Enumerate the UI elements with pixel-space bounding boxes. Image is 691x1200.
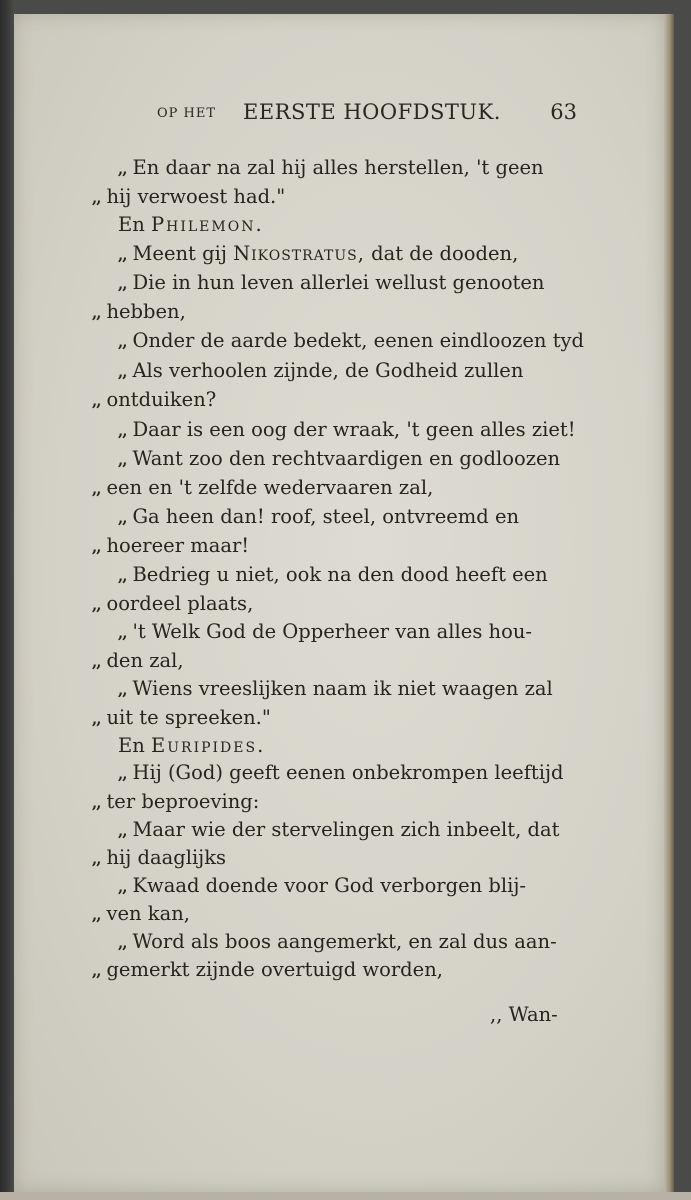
line-text: Maar wie der stervelingen zich inbeelt, dat xyxy=(132,818,560,841)
line-text: 't Welk God de Opperheer van alles hou- xyxy=(132,620,532,643)
text-line xyxy=(92,594,253,614)
text-line xyxy=(92,904,190,924)
text-line xyxy=(92,960,443,980)
text-line xyxy=(92,651,184,671)
line-text: uit te spreeken." xyxy=(106,706,271,729)
quote-mark: ,, xyxy=(92,710,101,728)
quote-mark: ,, xyxy=(118,934,127,952)
speaker-name: Philemon. xyxy=(151,213,264,236)
line-text: hij verwoest had." xyxy=(106,185,286,208)
line-text: Bedrieg u niet, ook na den dood heeft een xyxy=(132,563,548,586)
quote-mark: ,, xyxy=(92,596,101,614)
speaker-line xyxy=(118,215,264,235)
line-text: Die in hun leven allerlei wellust genooten xyxy=(132,271,545,294)
line-text: hebben, xyxy=(106,300,186,323)
quote-mark: ,, xyxy=(92,653,101,671)
quote-mark: ,, xyxy=(118,275,127,293)
quote-mark: ,, xyxy=(92,906,101,924)
line-text: dat de dooden, xyxy=(364,242,519,265)
line-text: Meent gij xyxy=(132,242,234,265)
speaker-name: Euripides. xyxy=(151,734,266,757)
text-line xyxy=(92,478,433,498)
text-line xyxy=(92,708,271,728)
line-text: den zal, xyxy=(106,649,184,672)
text-line xyxy=(92,390,216,410)
quote-mark: ,, xyxy=(92,304,101,322)
header-prefix: OP HET xyxy=(157,106,217,121)
line-text: Daar is een oog der wraak, 't geen alles ziet! xyxy=(132,418,576,441)
text-line xyxy=(118,244,518,264)
person-name: Nikostratus, xyxy=(233,242,365,265)
quote-mark: ,, xyxy=(118,246,127,264)
quote-mark: ,, xyxy=(92,480,101,498)
text-line xyxy=(92,848,226,868)
text-line xyxy=(118,158,544,178)
line-text: En xyxy=(118,213,151,236)
quote-mark: ,, xyxy=(92,392,101,410)
page-bottom-edge xyxy=(0,1192,691,1200)
text-line xyxy=(92,187,285,207)
line-text: hoereer maar! xyxy=(106,534,250,557)
text-line xyxy=(92,536,249,556)
text-line xyxy=(118,420,576,440)
quote-mark: ,, xyxy=(118,567,127,585)
line-text: Want zoo den rechtvaardigen en godloozen xyxy=(132,447,561,470)
text-line xyxy=(118,679,553,699)
line-text: Word als boos aangemerkt, en zal dus aan- xyxy=(132,930,557,953)
running-header xyxy=(157,100,587,132)
text-line xyxy=(118,565,548,585)
line-text: Wiens vreeslijken naam ik niet waagen zal xyxy=(132,677,553,700)
line-text: ven kan, xyxy=(106,902,190,925)
line-text: ontduiken? xyxy=(106,388,217,411)
text-line xyxy=(118,449,560,469)
quote-mark: ,, xyxy=(118,333,127,351)
quote-mark: ,, xyxy=(118,422,127,440)
line-text: hij daaglijks xyxy=(106,846,227,869)
line-text: En xyxy=(118,734,151,757)
quote-mark: ,, xyxy=(92,538,101,556)
quote-mark: ,, xyxy=(118,160,127,178)
line-text: gemerkt zijnde overtuigd worden, xyxy=(106,958,443,981)
quote-mark: ,, xyxy=(92,850,101,868)
text-line xyxy=(92,302,186,322)
line-text: Onder de aarde bedekt, eenen eindloozen tyd xyxy=(132,329,585,352)
quote-mark: ,, xyxy=(118,878,127,896)
line-text: oordeel plaats, xyxy=(106,592,254,615)
text-line xyxy=(118,331,584,351)
quote-mark: ,, xyxy=(118,509,127,527)
quote-mark: ,, xyxy=(118,822,127,840)
line-text: een en 't zelfde wedervaaren zal, xyxy=(106,476,434,499)
header-title: EERSTE HOOFDSTUK. xyxy=(243,100,501,124)
text-line xyxy=(118,820,559,840)
text-line xyxy=(118,361,523,381)
text-line xyxy=(118,932,557,952)
quote-mark: ,, xyxy=(118,765,127,783)
text-line xyxy=(118,507,519,527)
speaker-line xyxy=(118,736,265,756)
text-line xyxy=(118,622,532,642)
line-text: ter beproeving: xyxy=(106,790,260,813)
line-text: Kwaad doende voor God verborgen blij- xyxy=(132,874,526,897)
line-text: En daar na zal hij alles herstellen, 't geen xyxy=(132,156,544,179)
page-number: 63 xyxy=(550,100,577,124)
quote-mark: ,, xyxy=(92,962,101,980)
catchword: ,, Wan- xyxy=(490,1003,558,1026)
quote-mark: ,, xyxy=(118,363,127,381)
quote-mark: ,, xyxy=(118,451,127,469)
quote-mark: ,, xyxy=(92,794,101,812)
line-text: Als verhoolen zijnde, de Godheid zullen xyxy=(132,359,524,382)
line-text: Ga heen dan! roof, steel, ontvreemd en xyxy=(132,505,520,528)
text-line xyxy=(118,876,526,896)
quote-mark: ,, xyxy=(118,624,127,642)
quote-mark: ,, xyxy=(118,681,127,699)
quote-mark: ,, xyxy=(92,189,101,207)
page-edge xyxy=(664,14,674,1192)
text-line xyxy=(118,273,545,293)
text-line xyxy=(92,792,259,812)
line-text: Hij (God) geeft eenen onbekrompen leeftijd xyxy=(132,761,564,784)
text-line xyxy=(118,763,564,783)
